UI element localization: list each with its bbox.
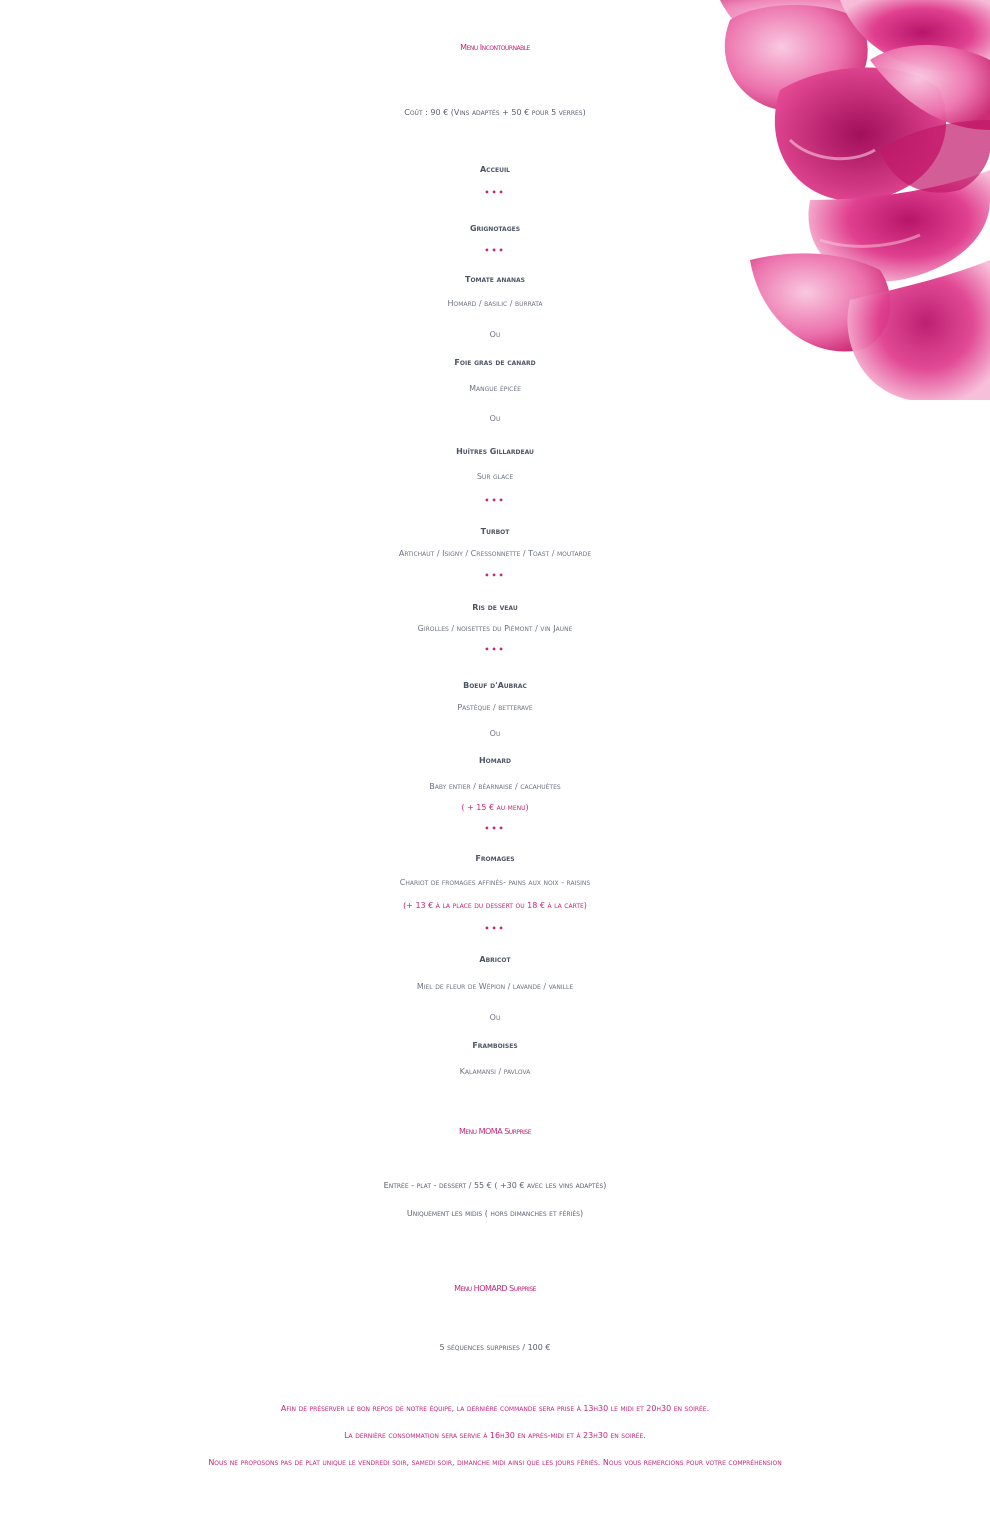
abricot-description: Miel de fleur de Wépion / lavande / vanille: [416, 982, 574, 991]
boeuf-aubrac-title: Boeuf d'Aubrac: [463, 681, 527, 690]
separator-dots: •••: [484, 571, 506, 580]
menu-incontournable-cost: Coût : 90 € (Vins adaptés + 50 € pour 5 verres): [404, 108, 586, 117]
separator-dots: •••: [484, 824, 506, 833]
foie-gras-title: Foie gras de canard: [454, 358, 536, 367]
or-label: Ou: [489, 330, 501, 339]
tomate-ananas-title: Tomate ananas: [465, 275, 525, 284]
separator-dots: •••: [484, 188, 506, 197]
fromages-supplement: (+ 13 € à la place du dessert ou 18 € à la carte): [403, 901, 587, 910]
turbot-description: Artichaut / Isigny / Cressonnette / Toast / moutarde: [398, 549, 592, 558]
fromages-title: Fromages: [475, 854, 515, 863]
framboises-title: Framboises: [472, 1041, 518, 1050]
homard-title: Homard: [478, 756, 511, 765]
menu-moma-line1: Entrée - plat - dessert / 55 € ( +30 € avec les vins adaptés): [383, 1181, 607, 1190]
menu-incontournable-title: Menu Incontournable: [460, 43, 530, 52]
footer-note-2: La dernière consommation sera servie à 16h30 en après-midi et à 23h30 en soirée.: [344, 1431, 646, 1440]
huitres-description: Sur glace: [476, 472, 514, 481]
separator-dots: •••: [484, 496, 506, 505]
homard-supplement: ( + 15 € au menu): [461, 803, 529, 812]
menu-moma-title: Menu MOMA Surprise: [458, 1127, 532, 1136]
ris-de-veau-description: Girolles / noisettes du Piémont / vin Jaune: [417, 624, 573, 633]
acceuil-title: Acceuil: [479, 165, 511, 174]
peony-flower-decoration: [610, 0, 990, 400]
framboises-description: Kalamansi / pavlova: [459, 1067, 531, 1076]
grignotages-title: Grignotages: [469, 224, 521, 233]
homard-description: Baby entier / béarnaise / cacahuètes: [429, 782, 561, 791]
menu-moma-line2: Uniquement les midis ( hors dimanches et fériés): [406, 1209, 584, 1218]
ris-de-veau-title: Ris de veau: [472, 603, 518, 612]
huitres-title: Huîtres Gillardeau: [456, 447, 534, 456]
separator-dots: •••: [484, 246, 506, 255]
footer-note-3: Nous ne proposons pas de plat unique le vendredi soir, samedi soir, dimanche midi ainsi que les jours fériés. Nous vous remercions pour votre compréhension: [208, 1458, 782, 1467]
or-label: Ou: [489, 414, 501, 423]
separator-dots: •••: [484, 645, 506, 654]
or-label: Ou: [489, 729, 501, 738]
menu-homard-title: Menu HOMARD Surprise: [454, 1284, 536, 1293]
menu-homard-line1: 5 séquences surprises / 100 €: [439, 1343, 551, 1352]
abricot-title: Abricot: [479, 955, 511, 964]
boeuf-aubrac-description: Pastèque / betterave: [457, 703, 533, 712]
footer-note-1: Afin de préserver le bon repos de notre équipe, la dernière commande sera prise à 13h30 le midi et 20h30 en soirée.: [280, 1404, 710, 1413]
tomate-ananas-description: Homard / basilic / burrata: [447, 299, 543, 308]
separator-dots: •••: [484, 924, 506, 933]
or-label: Ou: [489, 1013, 501, 1022]
foie-gras-description: Mangue épicée: [469, 384, 521, 393]
fromages-description: Chariot de fromages affinés- pains aux noix - raisins: [399, 878, 591, 887]
turbot-title: Turbot: [480, 527, 510, 536]
